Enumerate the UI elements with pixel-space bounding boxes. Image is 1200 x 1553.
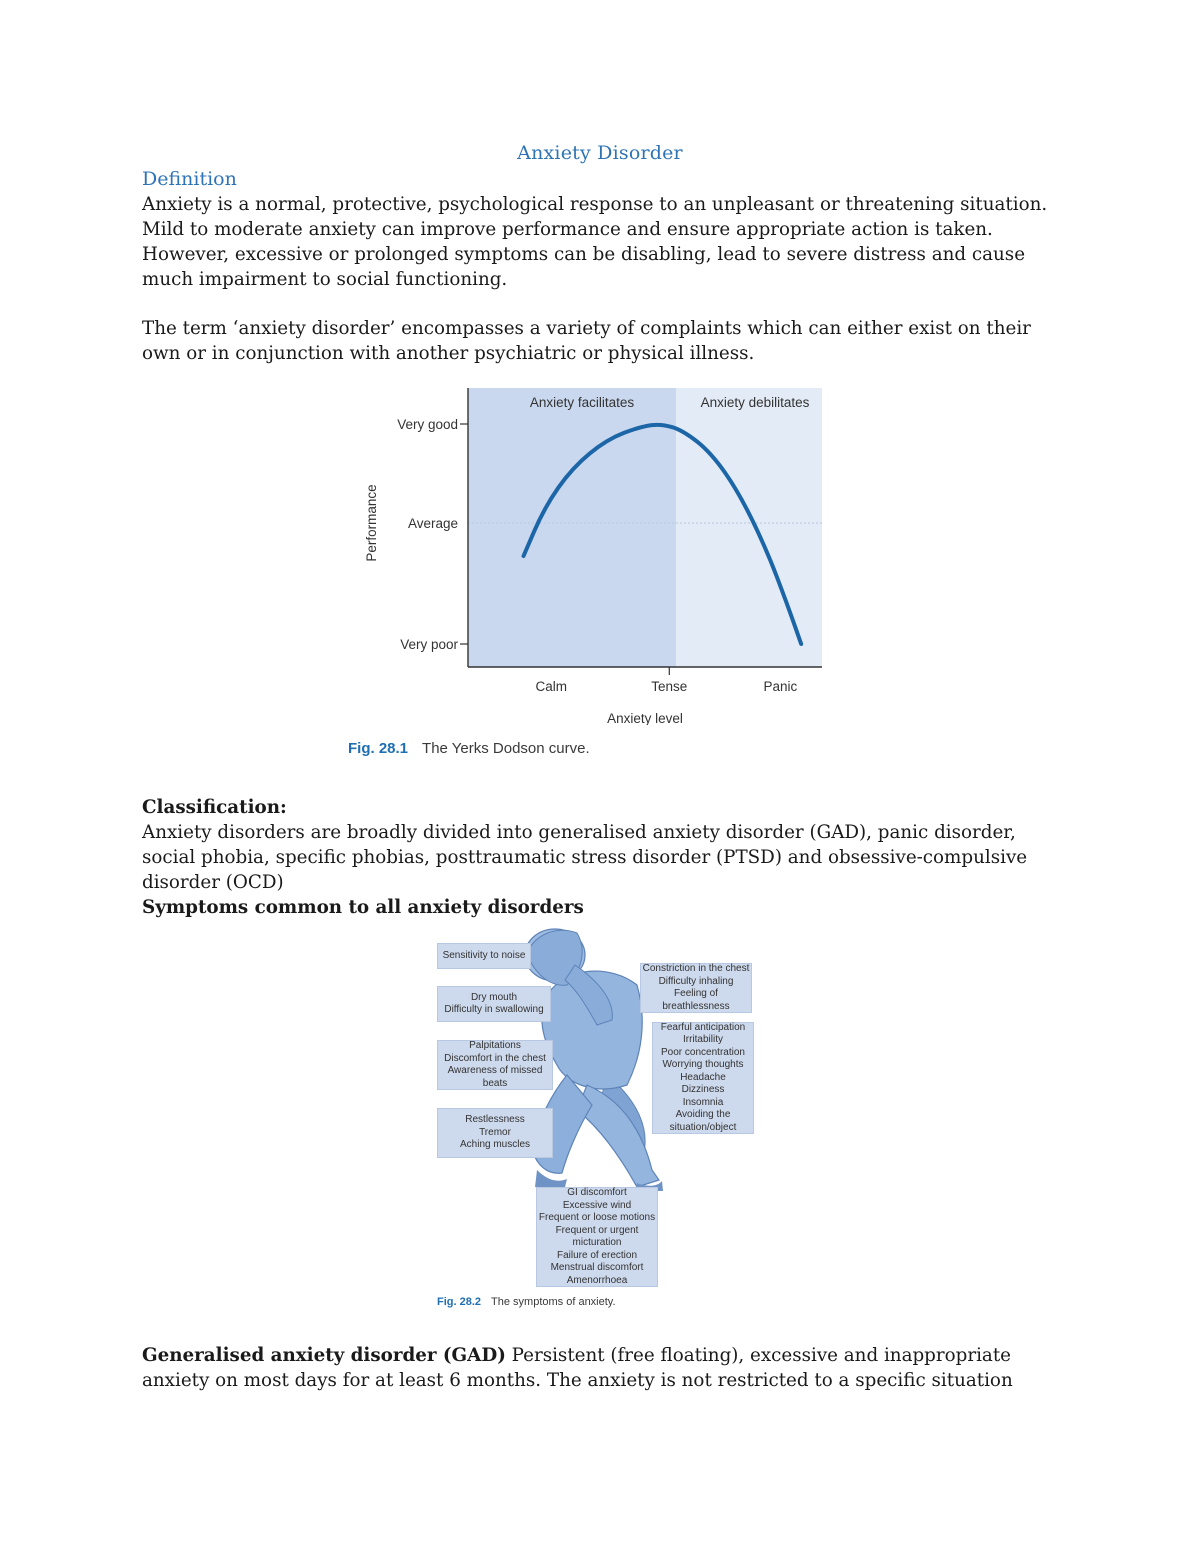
classification-heading: Classification: (142, 797, 287, 818)
symptom-line: Excessive wind (562, 1199, 632, 1211)
symptom-box-palpitations (437, 1040, 553, 1090)
symptom-line: Poor concentration (661, 1046, 745, 1058)
term-paragraph: The term ‘anxiety disorder’ encompasses a variety of complaints which can either exist on their own or in conjunction with another psychiatric or physical illness. (142, 318, 1031, 364)
symptom-line: Difficulty inhaling (658, 975, 734, 987)
symptom-line: Feeling of breathlessness (662, 988, 730, 1012)
symptom-line: Awareness of missed beats (447, 1065, 543, 1089)
document-title: Anxiety Disorder (517, 142, 683, 164)
gad-heading: Generalised anxiety disorder (GAD) (142, 1345, 506, 1366)
classification-paragraph: Anxiety disorders are broadly divided into generalised anxiety disorder (GAD), panic disorder, social phobia, specific phobias, posttraumatic stress disorder (PTSD) and obsessive-compulsive disorder (OCD) (142, 822, 1028, 893)
y-tick-label: Very poor (400, 637, 458, 652)
symptom-line: Insomnia (682, 1096, 724, 1108)
gad-text: Persistent (free floating), excessive and inappropriate anxiety on most days for at least 6 months. The anxiety is not restricted to a specific situation (142, 1345, 1013, 1391)
symptom-line: Failure of erection (556, 1249, 638, 1261)
region-facilitates-bg (468, 388, 676, 667)
y-tick-label: Very good (397, 417, 458, 432)
region-debilitates-bg (676, 388, 822, 667)
symptom-line: Menstrual discomfort (550, 1262, 644, 1273)
symptom-line: Avoiding the situation/object (669, 1109, 737, 1133)
symptom-line: Dry mouth (470, 991, 518, 1003)
symptoms-heading: Symptoms common to all anxiety disorders (142, 897, 584, 918)
region-label-facilitates: Anxiety facilitates (529, 395, 635, 410)
figure2-caption-text: The symptoms of anxiety. (491, 1296, 616, 1308)
yerkes-dodson-chart (350, 380, 830, 725)
symptom-box-mind (652, 1022, 754, 1134)
symptom-box-mouth (437, 986, 551, 1022)
symptom-line: Worrying thoughts (662, 1059, 744, 1071)
definition-paragraph: Anxiety is a normal, protective, psychological response to an unpleasant or threatening situation. Mild to moderate anxiety can improve performance and ensure appropriate action is taken. However, excessive or prolonged symptoms can be disabling, lead to severe distress and cause much impairment to social functioning. (142, 194, 1048, 290)
gad-paragraph (142, 1343, 1072, 1393)
x-tick-label: Panic (763, 679, 798, 694)
y-tick-label: Average (407, 516, 458, 531)
symptom-line: Constriction in the chest (642, 963, 750, 974)
definition-heading: Definition (142, 168, 237, 190)
symptom-line: Fearful anticipation (660, 1021, 746, 1033)
figure2-caption (437, 1296, 616, 1308)
region-label-debilitates: Anxiety debilitates (700, 395, 810, 410)
x-axis-label: Anxiety level (607, 711, 683, 725)
figure1-caption-text: The Yerks Dodson curve. (422, 740, 590, 757)
symptom-line: Headache (680, 1071, 726, 1083)
symptom-line: Tremor (479, 1126, 511, 1138)
symptom-line: Dizziness (681, 1084, 725, 1096)
figure2-number: Fig. 28.2 (437, 1296, 482, 1308)
symptom-box-restlessness (437, 1108, 553, 1158)
symptom-line: Restlessness (465, 1114, 525, 1126)
symptom-line: Frequent or urgent micturation (555, 1224, 639, 1248)
symptom-line: GI discomfort (567, 1187, 627, 1198)
symptom-line: Discomfort in the chest (444, 1052, 546, 1064)
symptom-box-chest (640, 963, 752, 1013)
symptom-line: Amenorrhoea (566, 1274, 628, 1286)
y-axis-label: Performance (364, 484, 379, 562)
symptom-line: Aching muscles (459, 1139, 531, 1151)
symptom-box-sensitivity (437, 943, 531, 969)
symptom-line: Irritability (682, 1034, 723, 1046)
figure1-caption (348, 740, 590, 757)
symptom-line: Difficulty in swallowing (444, 1004, 544, 1015)
symptom-line: Frequent or loose motions (538, 1212, 656, 1223)
figure1-number: Fig. 28.1 (348, 740, 409, 757)
x-tick-label: Calm (535, 679, 568, 694)
symptom-box-gi (536, 1187, 658, 1287)
symptom-line: Palpitations (469, 1040, 521, 1051)
x-tick-label: Tense (651, 679, 688, 694)
symptom-line: Sensitivity to noise (442, 949, 526, 961)
